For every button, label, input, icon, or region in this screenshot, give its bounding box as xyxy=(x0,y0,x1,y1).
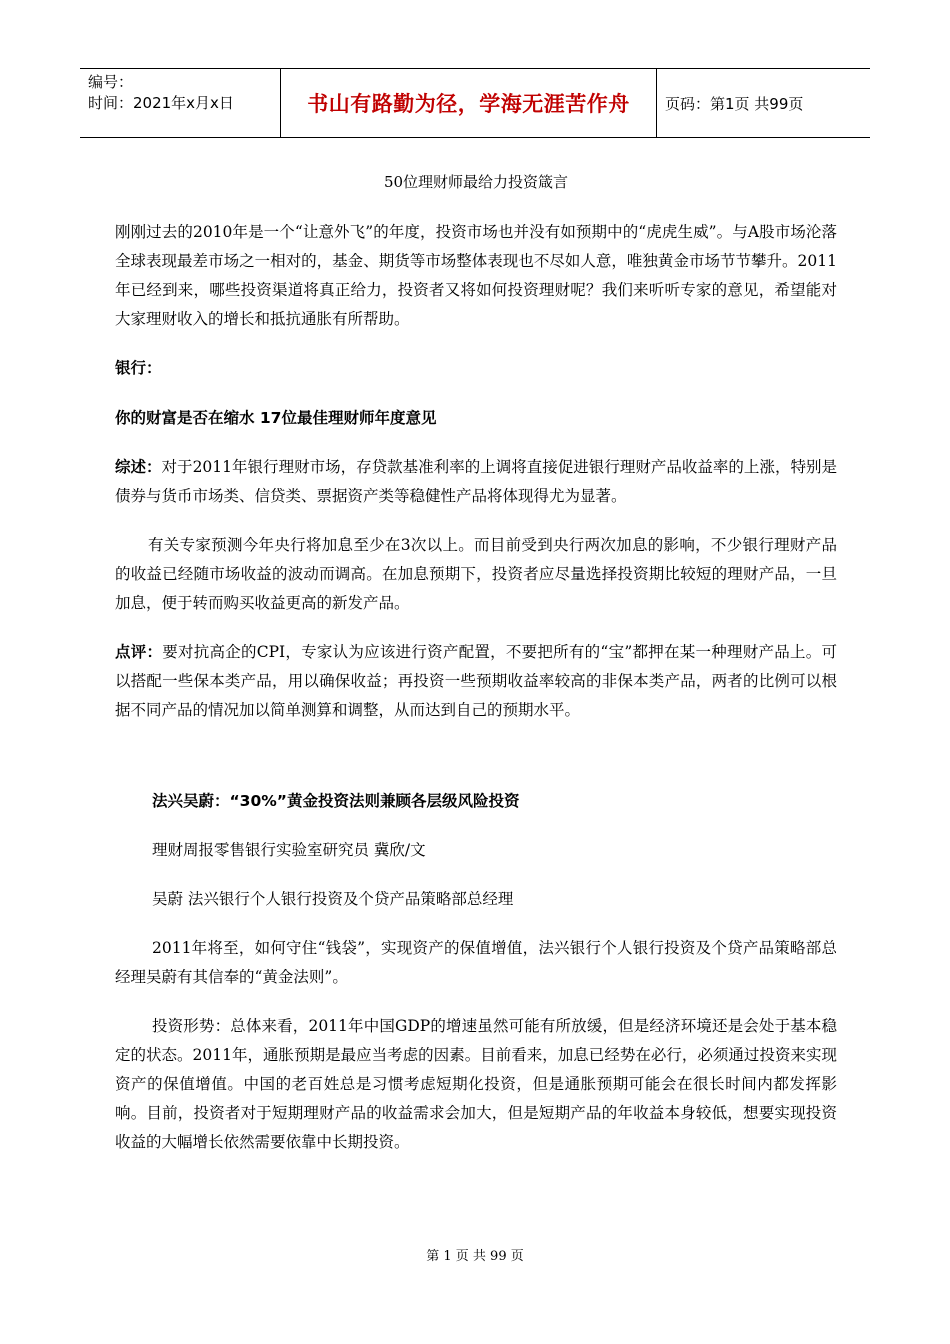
person-title: 吴蔚 法兴银行个人银行投资及个贷产品策略部总经理 xyxy=(152,890,514,908)
summary-paragraph xyxy=(115,453,837,511)
section-bank-heading: 银行： xyxy=(115,359,162,377)
document-body xyxy=(115,168,837,1157)
header-meta-cell xyxy=(80,69,281,137)
headline-2: 法兴吴蔚：“30%”黄金投资法则兼顾各层级风险投资 xyxy=(152,792,520,810)
intro-paragraph: 刚刚过去的2010年是一个“让意外飞”的年度，投资市场也并没有如预期中的“虎虎生威”。与A股市场沦落全球表现最差市场之一相对的，基金、期货等市场整体表现也不尽如人意，唯独黄金市场节节攀升。2011年已经到来，哪些投资渠道将真正给力，投资者又将如何投资理财呢？我们来听听专家的意见，希望能对大家理财收入的增长和抵抗通胀有所帮助。 xyxy=(115,223,837,328)
header-table xyxy=(80,68,870,138)
headline-1: 你的财富是否在缩水 17位最佳理财师年度意见 xyxy=(115,409,437,427)
comment-text: 要对抗高企的CPI，专家认为应该进行资产配置，不要把所有的“宝”都押在某一种理财产品上。可以搭配一些保本类产品，用以确保收益；再投资一些预期收益率较高的非保本类产品，两者的比例可以根据不同产品的情况加以简单测算和调整，从而达到自己的预期水平。 xyxy=(115,643,837,719)
page-footer: 第 1 页 共 99 页 xyxy=(426,1249,524,1264)
expert-paragraph: 有关专家预测今年央行将加息至少在3次以上。而目前受到央行两次加息的影响，不少银行理财产品的收益已经随市场收益的波动而调高。在加息预期下，投资者应尽量选择投资期比较短的理财产品，一旦加息，便于转而购买收益更高的新发产品。 xyxy=(115,536,837,612)
comment-paragraph xyxy=(115,638,837,725)
page-info: 页码：第1页 共99页 xyxy=(665,94,804,113)
comment-label: 点评： xyxy=(115,643,163,661)
doc-number-label: 编号： xyxy=(88,73,134,91)
motto: 书山有路勤为径，学海无涯苦作舟 xyxy=(281,69,657,137)
byline: 理财周报零售银行实验室研究员 冀欣/文 xyxy=(152,841,426,859)
paragraph-2011: 2011年将至，如何守住“钱袋”，实现资产的保值增值，法兴银行个人银行投资及个贷产品策略部总经理吴蔚有其信奉的“黄金法则”。 xyxy=(115,939,837,986)
paragraph-situation: 投资形势：总体来看，2011年中国GDP的增速虽然可能有所放缓，但是经济环境还是会处于基本稳定的状态。2011年，通胀预期是最应当考虑的因素。目前看来，加息已经势在必行，必须通过投资来实现资产的保值增值。中国的老百姓总是习惯考虑短期化投资，但是通胀预期可能会在很长时间内都发挥影响。目前，投资者对于短期理财产品的收益需求会加大，但是短期产品的年收益本身较低，想要实现投资收益的大幅增长依然需要依靠中长期投资。 xyxy=(115,1017,838,1151)
summary-label: 综述： xyxy=(115,458,162,476)
summary-text: 对于2011年银行理财市场，存贷款基准利率的上调将直接促进银行理财产品收益率的上涨，特别是债券与货币市场类、信贷类、票据资产类等稳健性产品将体现得尤为显著。 xyxy=(115,458,837,505)
document-title: 50位理财师最给力投资箴言 xyxy=(383,173,569,191)
date-label: 时间：2021年x月x日 xyxy=(88,94,234,112)
